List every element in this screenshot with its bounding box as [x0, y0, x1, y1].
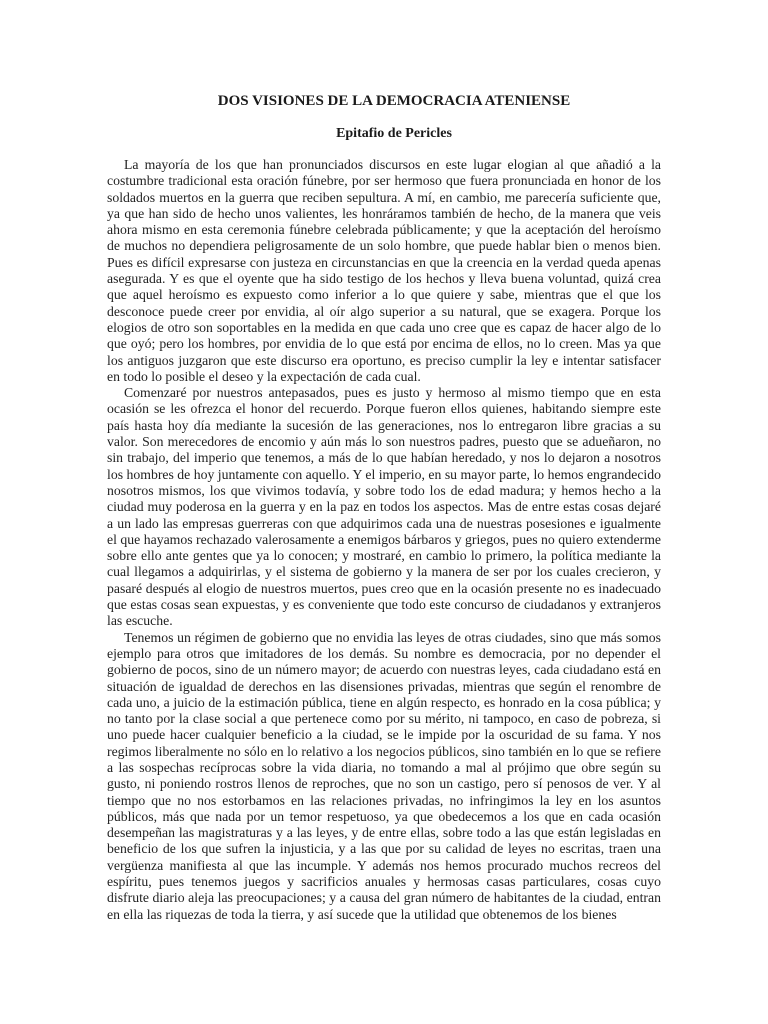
document-subtitle: Epitafio de Pericles	[336, 126, 452, 141]
document-title: DOS VISIONES DE LA DEMOCRACIA ATENIENSE	[217, 93, 571, 109]
paragraph-2: Comenzaré por nuestros antepasados, pues es justo y hermoso al mismo tiempo que en esta ocasión se les ofrezca el honor del recuerdo. Porque fueron ellos quienes, habitando siempre este país hasta hoy día mediante la sucesión de las generaciones, nos lo entregaron libre gracias a su valor. Son merecedores de encomio y aún más lo son nuestros padres, puesto que se adueñaron, no sin trabajo, del imperio que tenemos, a más de lo que habían heredado, y nos lo dejaron a nosotros los hombres de hoy juntamente con aquello. Y el imperio, en su mayor parte, lo hemos engrandecido nosotros mismos, los que vivimos todavía, y sobre todo los de edad madura; y hemos hecho a la ciudad muy poderosa en la guerra y en la paz en todos los aspectos. Mas de entre estas cosas dejaré a un lado las empresas guerreras con que adquirimos cada una de nuestras posesiones e igualmente el que hayamos rechazado valerosamente a enemigos bárbaros y griegos, pues no quiero extenderme sobre ello ante gentes que ya lo conocen; y mostraré, en cambio lo primero, la política mediante la cual llegamos a adquirirlas, y el sistema de gobierno y la manera de ser por los cuales crecieron, y pasaré después al elogio de nuestros muertos, pues creo que en la ocasión presente no es inadecuado que estas cosas sean expuestas, y es conveniente que todo este concurso de ciudadanos y extranjeros las escuche.	[107, 385, 661, 629]
paragraph-3: Tenemos un régimen de gobierno que no envidia las leyes de otras ciudades, sino que más somos ejemplo para otros que imitadores de los demás. Su nombre es democracia, por no depender el gobierno de pocos, sino de un número mayor; de acuerdo con nuestras leyes, cada ciudadano está en situación de igualdad de derechos en las disensiones privadas, mientras que según el renombre de cada uno, a juicio de la estimación pública, tiene en algún respecto, es honrado en la cosa pública; y no tanto por la clase social a que pertenece como por su mérito, ni tampoco, en caso de pobreza, si uno puede hacer cualquier beneficio a la ciudad, se le impide por la oscuridad de su fama. Y nos regimos liberalmente no sólo en lo relativo a los negocios públicos, sino también en lo que se refiere a las sospechas recíprocas sobre la vida diaria, no tomando a mal al prójimo que obre según su gusto, ni poniendo rostros llenos de reproches, que no son un castigo, pero sí penosos de ver. Y al tiempo que no nos estorbamos en las relaciones privadas, no infringimos la ley en los asuntos públicos, más que nada por un temor respetuoso, ya que obedecemos a los que en cada ocasión desempeñan las magistraturas y a las leyes, y de entre ellas, sobre todo a las que están legisladas en beneficio de los que sufren la injusticia, y a las que por su calidad de leyes no escritas, traen una vergüenza manifiesta al que las incumple. Y además nos hemos procurado muchos recreos del espíritu, pues tenemos juegos y sacrificios anuales y hermosas casas particulares, cosas cuyo disfrute diario aleja las preocupaciones; y a causa del gran número de habitantes de la ciudad, entran en ella las riquezas de toda la tierra, y así sucede que la utilidad que obtenemos de los bienes	[107, 629, 661, 922]
document-body	[107, 157, 661, 923]
paragraph-1: La mayoría de los que han pronunciados discursos en este lugar elogian al que añadió a la costumbre tradicional esta oración fúnebre, por ser hermoso que fuera pronunciada en honor de los soldados muertos en la guerra que reciben sepultura. A mí, en cambio, me parecería suficiente que, ya que han sido de hecho unos valientes, les honráramos también de hecho, de la manera que veis ahora mismo en esta ceremonia fúnebre celebrada públicamente; y que la aceptación del heroísmo de muchos no dependiera peligrosamente de un solo hombre, que puede hablar bien o menos bien. Pues es difícil expresarse con justeza en circunstancias en que la creencia en la verdad queda apenas asegurada. Y es que el oyente que ha sido testigo de los hechos y lleva buena voluntad, quizá crea que aquel heroísmo es expuesto como inferior a lo que quiere y sabe, mientras que el que los desconoce puede creer por envidia, al oír algo superior a su natural, que se exagera. Porque los elogios de otro son soportables en la medida en que cada uno cree que es capaz de hacer algo de lo que oyó; pero los hombres, por envidia de lo que está por encima de ellos, no lo creen. Mas ya que los antiguos juzgaron que este discurso era oportuno, es preciso cumplir la ley e intentar satisfacer en todo lo posible el deseo y la expectación de cada cual.	[107, 157, 661, 384]
